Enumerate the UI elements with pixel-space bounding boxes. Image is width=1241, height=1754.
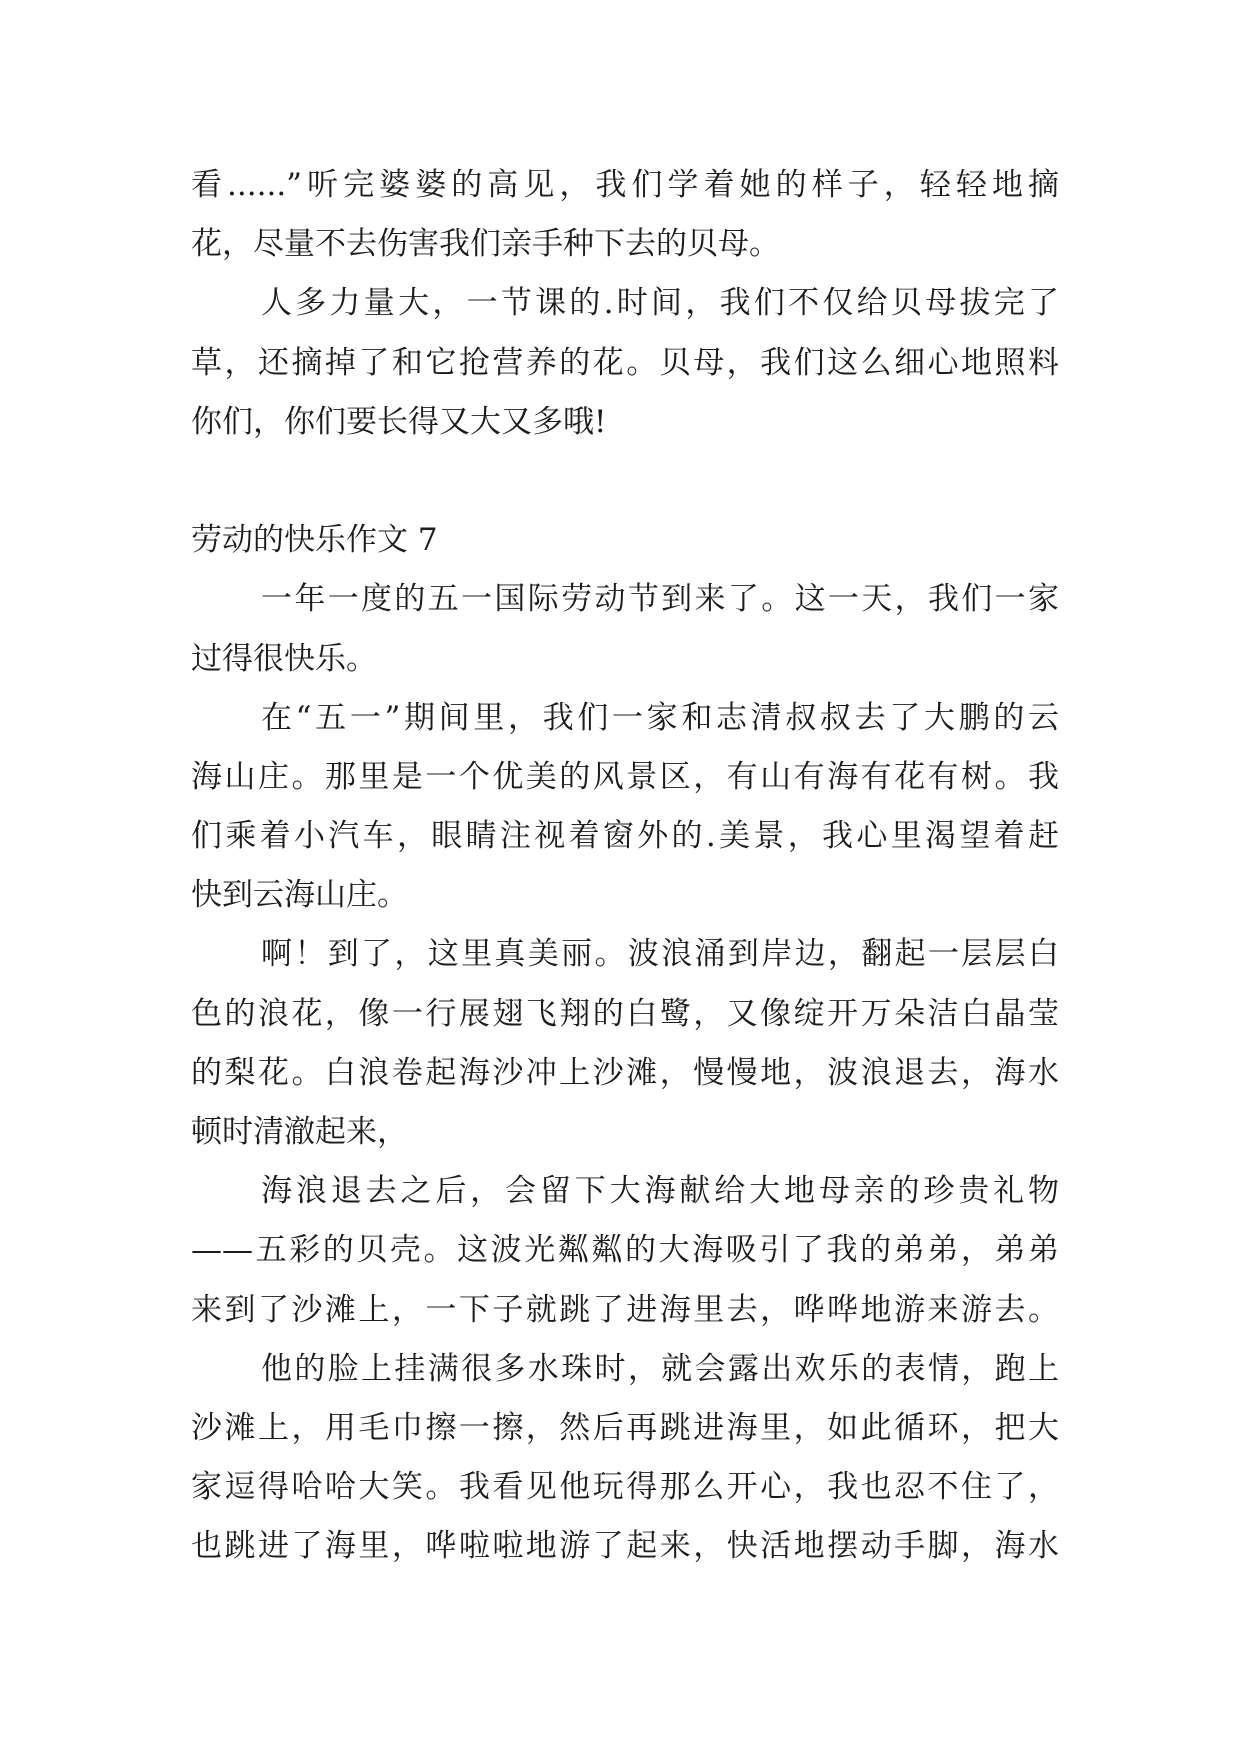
paragraph-line: 人多力量大，一节课的.时间，我们不仅给贝母拔完了 [261,285,1059,322]
paragraph [191,1340,1059,1577]
paragraph-line: 们乘着小汽车，眼睛注视着窗外的.美景，我心里渴望着赶 [191,818,1059,855]
document-body [191,156,1059,1577]
section-heading: 劳动的快乐作文 7 [191,522,438,559]
paragraph-line: 过得很快乐。 [191,640,377,677]
paragraph [191,689,1059,926]
paragraph-line: 花，尽量不去伤害我们亲手种下去的贝母。 [191,226,780,263]
section-spacer [191,452,1059,511]
paragraph-line: 也跳进了海里，哗啦啦地游了起来，快活地摆动手脚，海水 [191,1528,1059,1565]
paragraph-line: 你们，你们要长得又大又多哦! [191,403,607,440]
paragraph-line: 家逗得哈哈大笑。我看见他玩得那么开心，我也忍不住了， [191,1469,1059,1506]
paragraph [191,570,1059,688]
paragraph-line: 的梨花。白浪卷起海沙冲上沙滩，慢慢地，波浪退去，海水 [191,1054,1059,1091]
paragraph-line: ——五彩的贝壳。这波光粼粼的大海吸引了我的弟弟，弟弟 [191,1232,1059,1269]
paragraph [191,925,1059,1162]
paragraph [191,1162,1059,1340]
paragraph-line: 快到云海山庄。 [191,877,408,914]
paragraph-line: 看......”听完婆婆的高见，我们学着她的样子，轻轻地摘 [191,167,1059,203]
paragraph [191,274,1059,452]
paragraph-line: 来到了沙滩上，一下子就跳了进海里去，哗哗地游来游去。 [191,1291,1059,1328]
paragraph [191,156,1059,274]
paragraph-line: 啊！到了，这里真美丽。波浪涌到岸边，翻起一层层白 [261,936,1059,973]
paragraph-line: 草，还摘掉了和它抢营养的花。贝母，我们这么细心地照料 [191,344,1059,381]
paragraph-line: 一年一度的五一国际劳动节到来了。这一天，我们一家 [261,581,1059,618]
paragraph-line: 海浪退去之后，会留下大海献给大地母亲的珍贵礼物 [261,1173,1059,1210]
paragraph-line: 他的脸上挂满很多水珠时，就会露出欢乐的表情，跑上 [261,1350,1059,1387]
paragraph-line: 海山庄。那里是一个优美的风景区，有山有海有花有树。我 [191,758,1059,795]
paragraph-line: 在“五一”期间里，我们一家和志清叔叔去了大鹏的云 [261,699,1059,736]
paragraph-line: 色的浪花，像一行展翅飞翔的白鹭，又像绽开万朵洁白晶莹 [191,995,1059,1032]
paragraph-line: 顿时清澈起来， [191,1114,408,1150]
paragraph-line: 沙滩上，用毛巾擦一擦，然后再跳进海里，如此循环，把大 [191,1409,1059,1446]
